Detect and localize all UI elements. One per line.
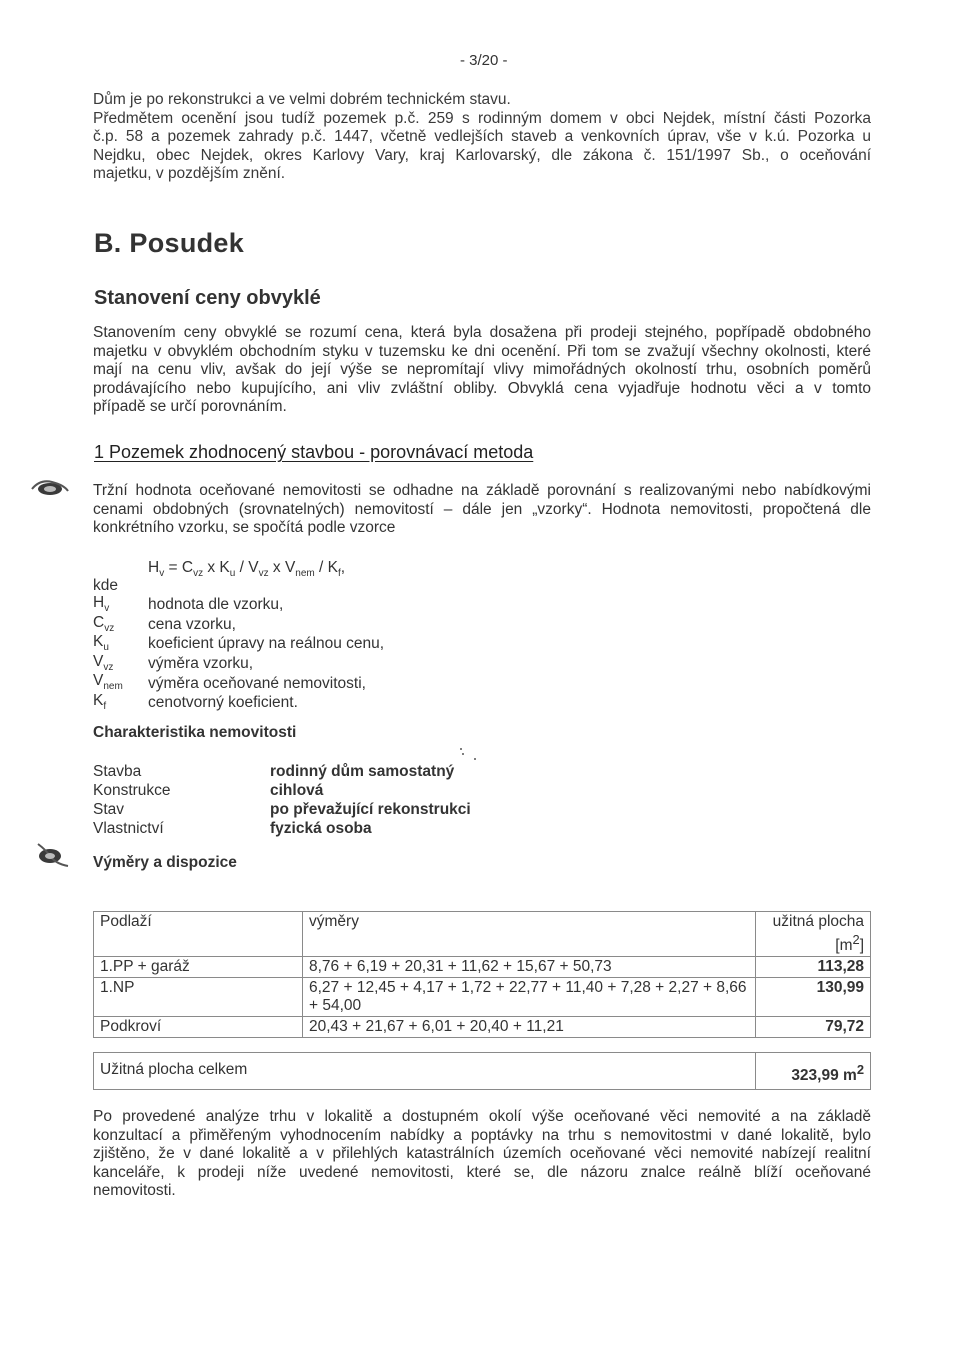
floor-cell: 1.PP + garáž — [94, 957, 303, 978]
definition-symbol: $V_{nem}$ — [93, 672, 123, 693]
paragraph-line: kanceláře, k prodeji níže uvedené nemovitosti, které se, dle názoru znalce reálně blíží oceňované — [93, 1163, 871, 1181]
definition-symbol: $K_f$ — [93, 692, 107, 713]
intro-line: majetku, v pozdějším znění. — [93, 165, 286, 183]
formula-part: = C — [164, 559, 194, 576]
header-unit-close: ] — [859, 937, 864, 955]
definition-text: výměra vzorku, — [148, 654, 254, 672]
header-usable-area — [756, 912, 871, 957]
formula-sub: f — [338, 568, 341, 580]
sub-title: Stanovení ceny obvyklé — [94, 287, 321, 309]
property-row — [93, 782, 471, 801]
definition-symbol: $H_v$ — [93, 594, 110, 615]
definition-symbol: $C_{vz}$ — [93, 613, 115, 634]
paragraph-line: prodávajícího nebo kupujícího, ani vliv zvláštní obliby. Obvyklá cena vyjadřuje hodnotu věci a v tomto — [93, 379, 871, 397]
property-value: rodinný dům samostatný — [270, 763, 455, 780]
method-heading: 1 Pozemek zhodnocený stavbou - porovnávací metoda — [94, 442, 534, 462]
paragraph-line: Po provedené analýze trhu v lokalitě a dostupném okolí výše oceňované věci nemovité a na základě — [93, 1108, 871, 1125]
intro-line: Předmětem ocenění jsou tudíž pozemek p.č. 259 s rodinným domem v obci Nejdek, místní části Pozorka — [93, 109, 871, 127]
formula-sub: vz — [258, 568, 269, 580]
formula-part: / V — [235, 559, 259, 576]
formula-part: / K — [314, 559, 339, 576]
paragraph-line: Stanovením ceny obvyklé se rozumí cena, která byla dosažena při prodeji stejného, popřípadě obdobného — [93, 324, 871, 341]
header-unit: [m — [835, 937, 853, 955]
formula-part: H — [148, 559, 160, 576]
definition-symbol: $V_{vz}$ — [93, 652, 114, 673]
property-row — [93, 820, 471, 839]
table-header-row — [94, 912, 871, 957]
total-value-number: 323,99 m — [791, 1067, 857, 1085]
characteristics-title: Charakteristika nemovitosti — [93, 724, 297, 741]
definition-paragraph — [93, 324, 871, 417]
paragraph-line: zjištěno, že v dané lokalitě a v přilehlých katastrálních územích oceňované věci nemovité nabízejí realitní — [93, 1145, 871, 1162]
definition-text: cenotvorný koeficient. — [148, 694, 298, 712]
definition-text: hodnota dle vzorku, — [148, 596, 284, 614]
definition-row — [93, 693, 384, 713]
method-paragraph — [93, 482, 871, 538]
property-label: Konstrukce — [93, 782, 171, 799]
market-analysis-paragraph — [93, 1108, 871, 1201]
hole-punch-mark-icon — [30, 840, 70, 870]
area-cell: 130,99 — [756, 978, 871, 1017]
formula-sub: nem — [295, 568, 315, 580]
definition-row — [93, 653, 384, 673]
intro-line: Nejdku, obec Nejdek, okres Karlovy Vary, kraj Karlovarský, dle zákona č. 151/1997 Sb., o oceňování — [93, 146, 871, 164]
table-spacer — [94, 1038, 871, 1053]
intro-line: Dům je po rekonstrukci a ve velmi dobrém technickém stavu. — [93, 91, 511, 108]
calc-cell: 8,76 + 6,19 + 20,31 + 11,62 + 15,67 + 50,73 — [303, 957, 756, 978]
definition-row — [93, 673, 384, 693]
total-value — [756, 1053, 871, 1090]
floor-cell: 1.NP — [94, 978, 303, 1017]
paragraph-line: mají na cenu vliv, avšak do její výše se nepromítají vlivy mimořádných okolností trhu, osobních poměrů — [93, 361, 871, 378]
definition-symbol: $K_u$ — [93, 633, 109, 654]
areas-table — [93, 911, 871, 1090]
calc-cell: 20,43 + 21,67 + 6,01 + 20,40 + 11,21 — [303, 1017, 756, 1038]
paragraph-line: konzultací a přiměřeným vyhodnocením nabídky a poptávky na trhu s nemovitostmi v dané lokalitě, bylo — [93, 1126, 871, 1144]
property-row — [93, 763, 471, 782]
paragraph-line: konkrétního vzorku, se spočítá podle vzorce — [93, 519, 396, 536]
property-label: Stav — [93, 801, 125, 818]
formula-part: x V — [268, 559, 296, 576]
tick-mark-icon — [455, 745, 479, 765]
calc-cell: 6,27 + 12,45 + 4,17 + 1,72 + 22,77 + 11,40 + 7,28 + 2,27 + 8,66 + 54,00 — [303, 978, 756, 1017]
formula-sub: vz — [193, 568, 204, 580]
total-label: Užitná plocha celkem — [94, 1053, 756, 1090]
property-characteristics — [93, 763, 471, 839]
table-total-row — [94, 1053, 871, 1090]
area-cell: 113,28 — [756, 957, 871, 978]
definition-text: cena vzorku, — [148, 615, 236, 633]
table-row — [94, 957, 871, 978]
header-usable-area-label: užitná plocha — [772, 913, 864, 930]
definitions-kde — [93, 575, 384, 595]
definition-row — [93, 634, 384, 654]
total-value-sup: 2 — [856, 1062, 864, 1078]
paragraph-line: cenami obdobných (srovnatelných) nemovitostí – dále jen „vzorky“. Hodnota nemovitosti, propočtená dle — [93, 500, 871, 518]
area-cell: 79,72 — [756, 1017, 871, 1038]
section-title: B. Posudek — [94, 228, 245, 258]
kde-label: kde — [93, 576, 118, 594]
property-row — [93, 801, 471, 820]
property-value: cihlová — [270, 782, 324, 799]
hole-punch-mark-icon — [30, 474, 70, 504]
header-floor: Podlaží — [94, 912, 303, 957]
definition-row — [93, 595, 384, 615]
property-value: po převažující rekonstrukci — [270, 801, 471, 818]
property-label: Stavba — [93, 763, 142, 780]
floor-cell: Podkroví — [94, 1017, 303, 1038]
formula-definitions — [93, 575, 384, 712]
paragraph-line: Tržní hodnota oceňované nemovitosti se odhadne na základě porovnání s realizovanými nebo nabídkovými — [93, 482, 871, 499]
paragraph-line: majetku v obvyklém obchodním styku v tuzemsku ke dni ocenění. Při tom se zvažují všechny okolnosti, které — [93, 342, 871, 360]
page-number: - 3/20 - — [460, 52, 508, 69]
definition-text: koeficient úpravy na reálnou cenu, — [148, 635, 385, 653]
property-label: Vlastnictví — [93, 820, 164, 837]
table-row — [94, 978, 871, 1017]
header-areas: výměry — [303, 912, 756, 957]
formula-part: x K — [203, 559, 230, 576]
table-row — [94, 1017, 871, 1038]
intro-line: č.p. 58 a pozemek zahrady p.č. 1447, včetně vedlejších staveb a venkovních úprav, vše v k.ú. Pozorka u — [93, 128, 871, 146]
header-unit-sup: 2 — [852, 932, 860, 947]
formula-part: , — [340, 559, 346, 576]
paragraph-line: případě se určí porovnáním. — [93, 398, 287, 415]
definition-row — [93, 614, 384, 634]
paragraph-line: nemovitosti. — [93, 1182, 176, 1199]
formula-sub: u — [229, 568, 236, 580]
intro-paragraph — [93, 91, 871, 184]
areas-title: Výměry a dispozice — [93, 854, 237, 871]
property-value: fyzická osoba — [270, 820, 372, 837]
formula-sub: v — [159, 568, 165, 580]
definition-text: výměra oceňované nemovitosti, — [148, 674, 366, 692]
